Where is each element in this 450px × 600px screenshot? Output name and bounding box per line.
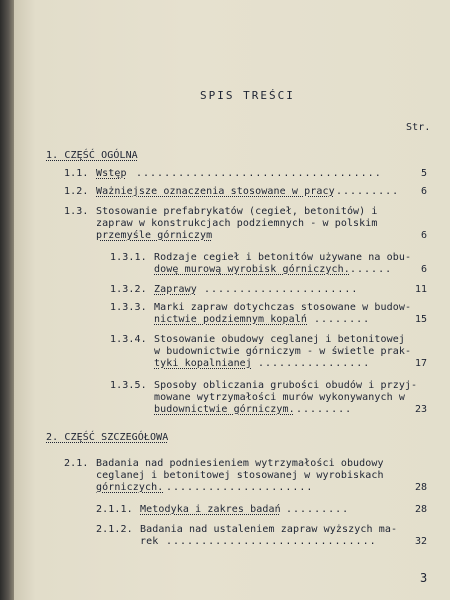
toc-leader: ........ xyxy=(314,314,371,325)
toc-entry-text: Badania nad ustaleniem zapraw wyższych ma- xyxy=(140,524,398,535)
toc-entry-text: Wstęp xyxy=(96,168,127,179)
toc-entry-page: 28 xyxy=(414,482,427,493)
toc-entry-text: tyki kopalnianej xyxy=(154,358,252,369)
toc-entry-text: Stosowanie prefabrykatów (cegieł, betonitów) i xyxy=(96,206,378,217)
toc-entry-number: 1.3.3. xyxy=(110,302,147,313)
toc-entry-page: 11 xyxy=(414,284,427,295)
toc-leader: ................................... xyxy=(136,168,382,179)
toc-entry-page: 6 xyxy=(420,264,427,275)
book-spine-shadow xyxy=(0,0,14,600)
toc-entry-number: 2.1.1. xyxy=(96,504,133,515)
toc-leader: ........ xyxy=(296,404,353,415)
toc-title: SPIS TREŚCI xyxy=(200,89,295,102)
toc-entry-number: 1.3. xyxy=(64,206,89,217)
toc-leader: ...................... xyxy=(204,284,359,295)
toc-entry-number: 2.1. xyxy=(64,458,89,469)
toc-entry-number: 1.3.2. xyxy=(110,284,147,295)
toc-entry-text: Rodzaje cegieł i betonitów używane na obu- xyxy=(154,252,412,263)
toc-entry-page: 23 xyxy=(414,404,427,415)
toc-entry-page: 32 xyxy=(414,536,427,547)
toc-entry-text: Badania nad podniesieniem wytrzymałości obudowy xyxy=(96,458,384,469)
toc-leader: ................ xyxy=(258,358,371,369)
toc-entry-text: mowane wytrzymałości murów wykonywanych w xyxy=(154,392,405,403)
toc-entry-text: Stosowanie obudowy ceglanej i betonitowej xyxy=(154,334,405,345)
page-column-label: Str. xyxy=(406,122,431,133)
toc-entry-text: Marki zapraw dotychczas stosowane w budow- xyxy=(154,302,412,313)
toc-entry-number: 1.3.4. xyxy=(110,334,147,345)
toc-entry-page: 6 xyxy=(420,230,427,241)
toc-leader: ......... xyxy=(336,186,400,197)
toc-entry-text: w budownictwie górniczym - w świetle prak- xyxy=(154,346,412,357)
toc-entry-number: 1.1. xyxy=(64,168,89,179)
toc-leader: ......... xyxy=(286,504,350,515)
toc-entry-text: ceglanej i betonitowej stosowanej w wyrobiskach xyxy=(96,470,384,481)
toc-leader: ..................... xyxy=(166,482,314,493)
page-number: 3 xyxy=(420,571,428,585)
toc-leader: ...... xyxy=(350,264,393,275)
toc-entry-text: zapraw w konstrukcjach podziemnych - w polskim xyxy=(96,218,378,229)
toc-entry-number: 1.3.5. xyxy=(110,380,147,391)
toc-entry-number: 2.1.2. xyxy=(96,524,133,535)
toc-entry-text: Zaprawy xyxy=(154,284,197,295)
toc-entry-text: Ważniejsze oznaczenia stosowane w pracy xyxy=(96,186,335,197)
toc-entry-page: 15 xyxy=(414,314,427,325)
toc-entry-text: nictwie podziemnym kopalń xyxy=(154,314,308,325)
toc-entry-number: 1.3.1. xyxy=(110,252,147,263)
section-heading-1: 1. CZĘŚĆ OGÓLNA xyxy=(46,150,138,161)
section-heading-2: 2. CZĘŚĆ SZCZEGÓŁOWA xyxy=(46,432,169,443)
toc-entry-text: Metodyka i zakres badań xyxy=(140,504,281,515)
document-page xyxy=(14,0,450,600)
toc-entry-text: przemyśle górniczym xyxy=(96,230,213,241)
toc-entry-page: 17 xyxy=(414,358,427,369)
toc-entry-page: 28 xyxy=(414,504,427,515)
toc-entry-page: 6 xyxy=(420,186,427,197)
toc-entry-text: budownictwie górniczym. xyxy=(154,404,295,415)
toc-leader: .............................. xyxy=(166,536,377,547)
toc-entry-text: Sposoby obliczania grubości obudów i przyj- xyxy=(154,380,418,391)
toc-entry-text: rek xyxy=(140,536,159,547)
toc-entry-text: dowę murową wyrobisk górniczych. xyxy=(154,264,350,275)
toc-entry-number: 1.2. xyxy=(64,186,89,197)
toc-entry-page: 5 xyxy=(420,168,427,179)
toc-entry-text: górniczych. xyxy=(96,482,164,493)
